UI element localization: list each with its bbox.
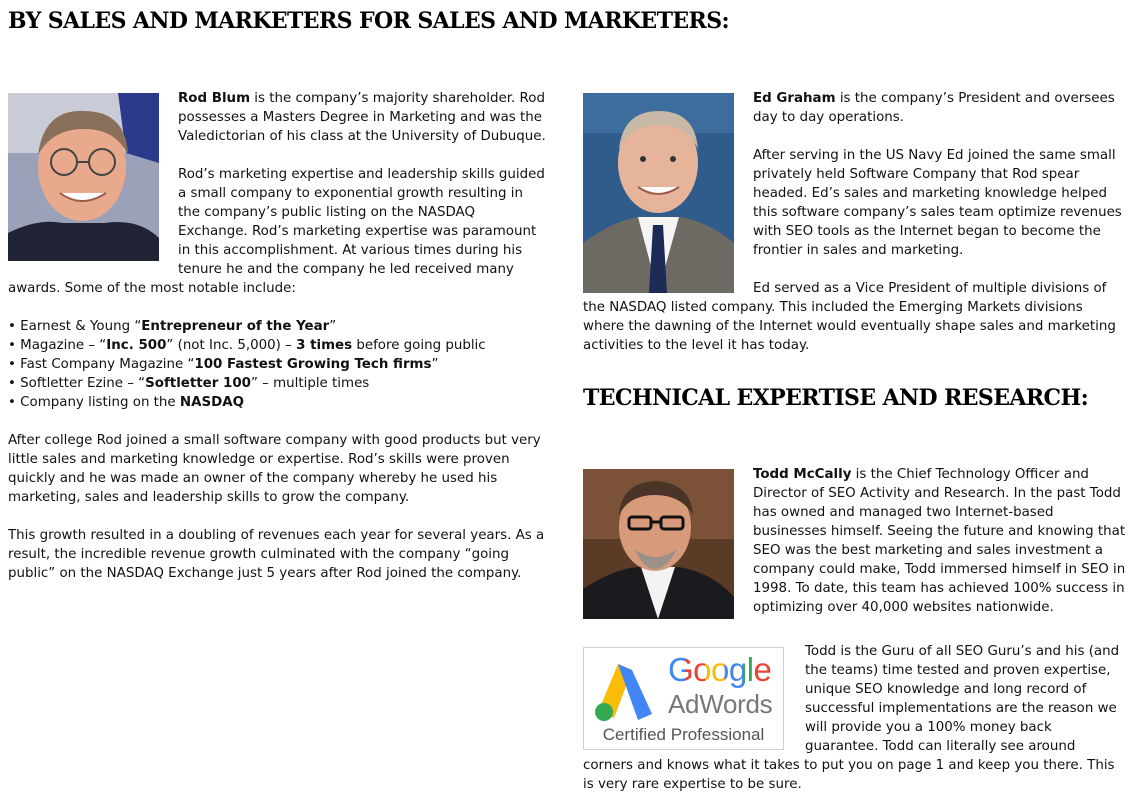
list-item: • Earnest & Young “Entrepreneur of the Year” [8,319,337,334]
todd-bio [583,465,1128,794]
ed-photo [583,93,734,293]
adwords-wordmark: AdWords [668,689,773,719]
list-item: • Softletter Ezine – “Softletter 100” – multiple times [8,376,370,391]
ed-intro: Ed Graham is the company’s President and oversees day to day operations. [753,91,1115,125]
list-item: • Fast Company Magazine “100 Fastest Growing Tech firms” [8,357,439,372]
rod-paragraph-4: This growth resulted in a doubling of revenues each year for several years. As a result, the incredible revenue growth culminated with the company “going public” on the NASDAQ Exchange just 5 years after Rod joined the company. [8,528,545,581]
list-item: • Company listing on the NASDAQ [8,395,244,410]
ed-paragraph-2: After serving in the US Navy Ed joined the same small privately held Software Company that Rod spear headed. Ed’s sales and marketing knowledge helped this software company’s sales team optimize revenues with SEO tools as the Internet began to become the frontier in sales and marketing. [753,148,1122,258]
section-heading-sales: BY SALES AND MARKETERS FOR SALES AND MARKETERS: [8,8,730,34]
rod-paragraph-3: After college Rod joined a small software company with good products but very little sales and marketing knowledge or expertise. Rod’s skills were proven quickly and he was made an owner of the company whereby he used his marketing, sales and leadership skills to grow the company. [8,433,541,505]
ed-name: Ed Graham [753,91,836,106]
rod-photo [8,93,159,261]
list-item: • Magazine – “Inc. 500” (not Inc. 5,000) – 3 times before going public [8,338,486,353]
section-heading-technical: TECHNICAL EXPERTISE AND RESEARCH: [583,385,1089,411]
rod-name: Rod Blum [178,91,251,106]
ed-bio [583,89,1128,355]
rod-paragraph-2: Rod’s marketing expertise and leadership skills guided a small company to exponential growth resulting in the company’s public listing on the NASDAQ Exchange. Rod’s marketing expertise was paramount in this accomplishment. At various times during his tenure he and the company he led received many awards. Some of the most notable include: [8,167,545,296]
google-wordmark: Google [668,651,772,688]
certified-professional-label: Certified Professional [602,725,765,744]
todd-paragraph-2: Todd is the Guru of all SEO Guru’s and his (and the teams) time tested and proven expertise, unique SEO knowledge and long record of successful implementations are the reason we will provide you a 100% money back guarantee. Todd can literally see around corners and knows what it takes to put you on page 1 and keep you there. This is very rare expertise to be sure. [583,644,1120,792]
rod-bio [8,89,548,583]
todd-name: Todd McCally [753,467,852,482]
todd-photo [583,469,734,619]
adwords-logo-green [595,703,613,721]
todd-intro: Todd McCally is the Chief Technology Officer and Director of SEO Activity and Research. In the past Todd has owned and managed two Internet-based businesses himself. Seeing the future and knowing that SEO was the best marketing and sales investment a company could make, Todd immersed himself in SEO in 1998. To date, this team has achieved 100% success in optimizing over 40,000 websites nationwide. [753,467,1126,615]
rod-intro: Rod Blum is the company’s majority shareholder. Rod possesses a Masters Degree in Marketing and was the Valedictorian of his class at the University of Dubuque. [178,91,546,144]
awards-list [8,317,548,412]
google-adwords-badge [583,647,784,750]
ed-paragraph-3: Ed served as a Vice President of multiple divisions of the NASDAQ listed company. This included the Emerging Markets divisions where the dawning of the Internet would eventually shape sales and marketing activities to the level it has today. [583,281,1116,353]
